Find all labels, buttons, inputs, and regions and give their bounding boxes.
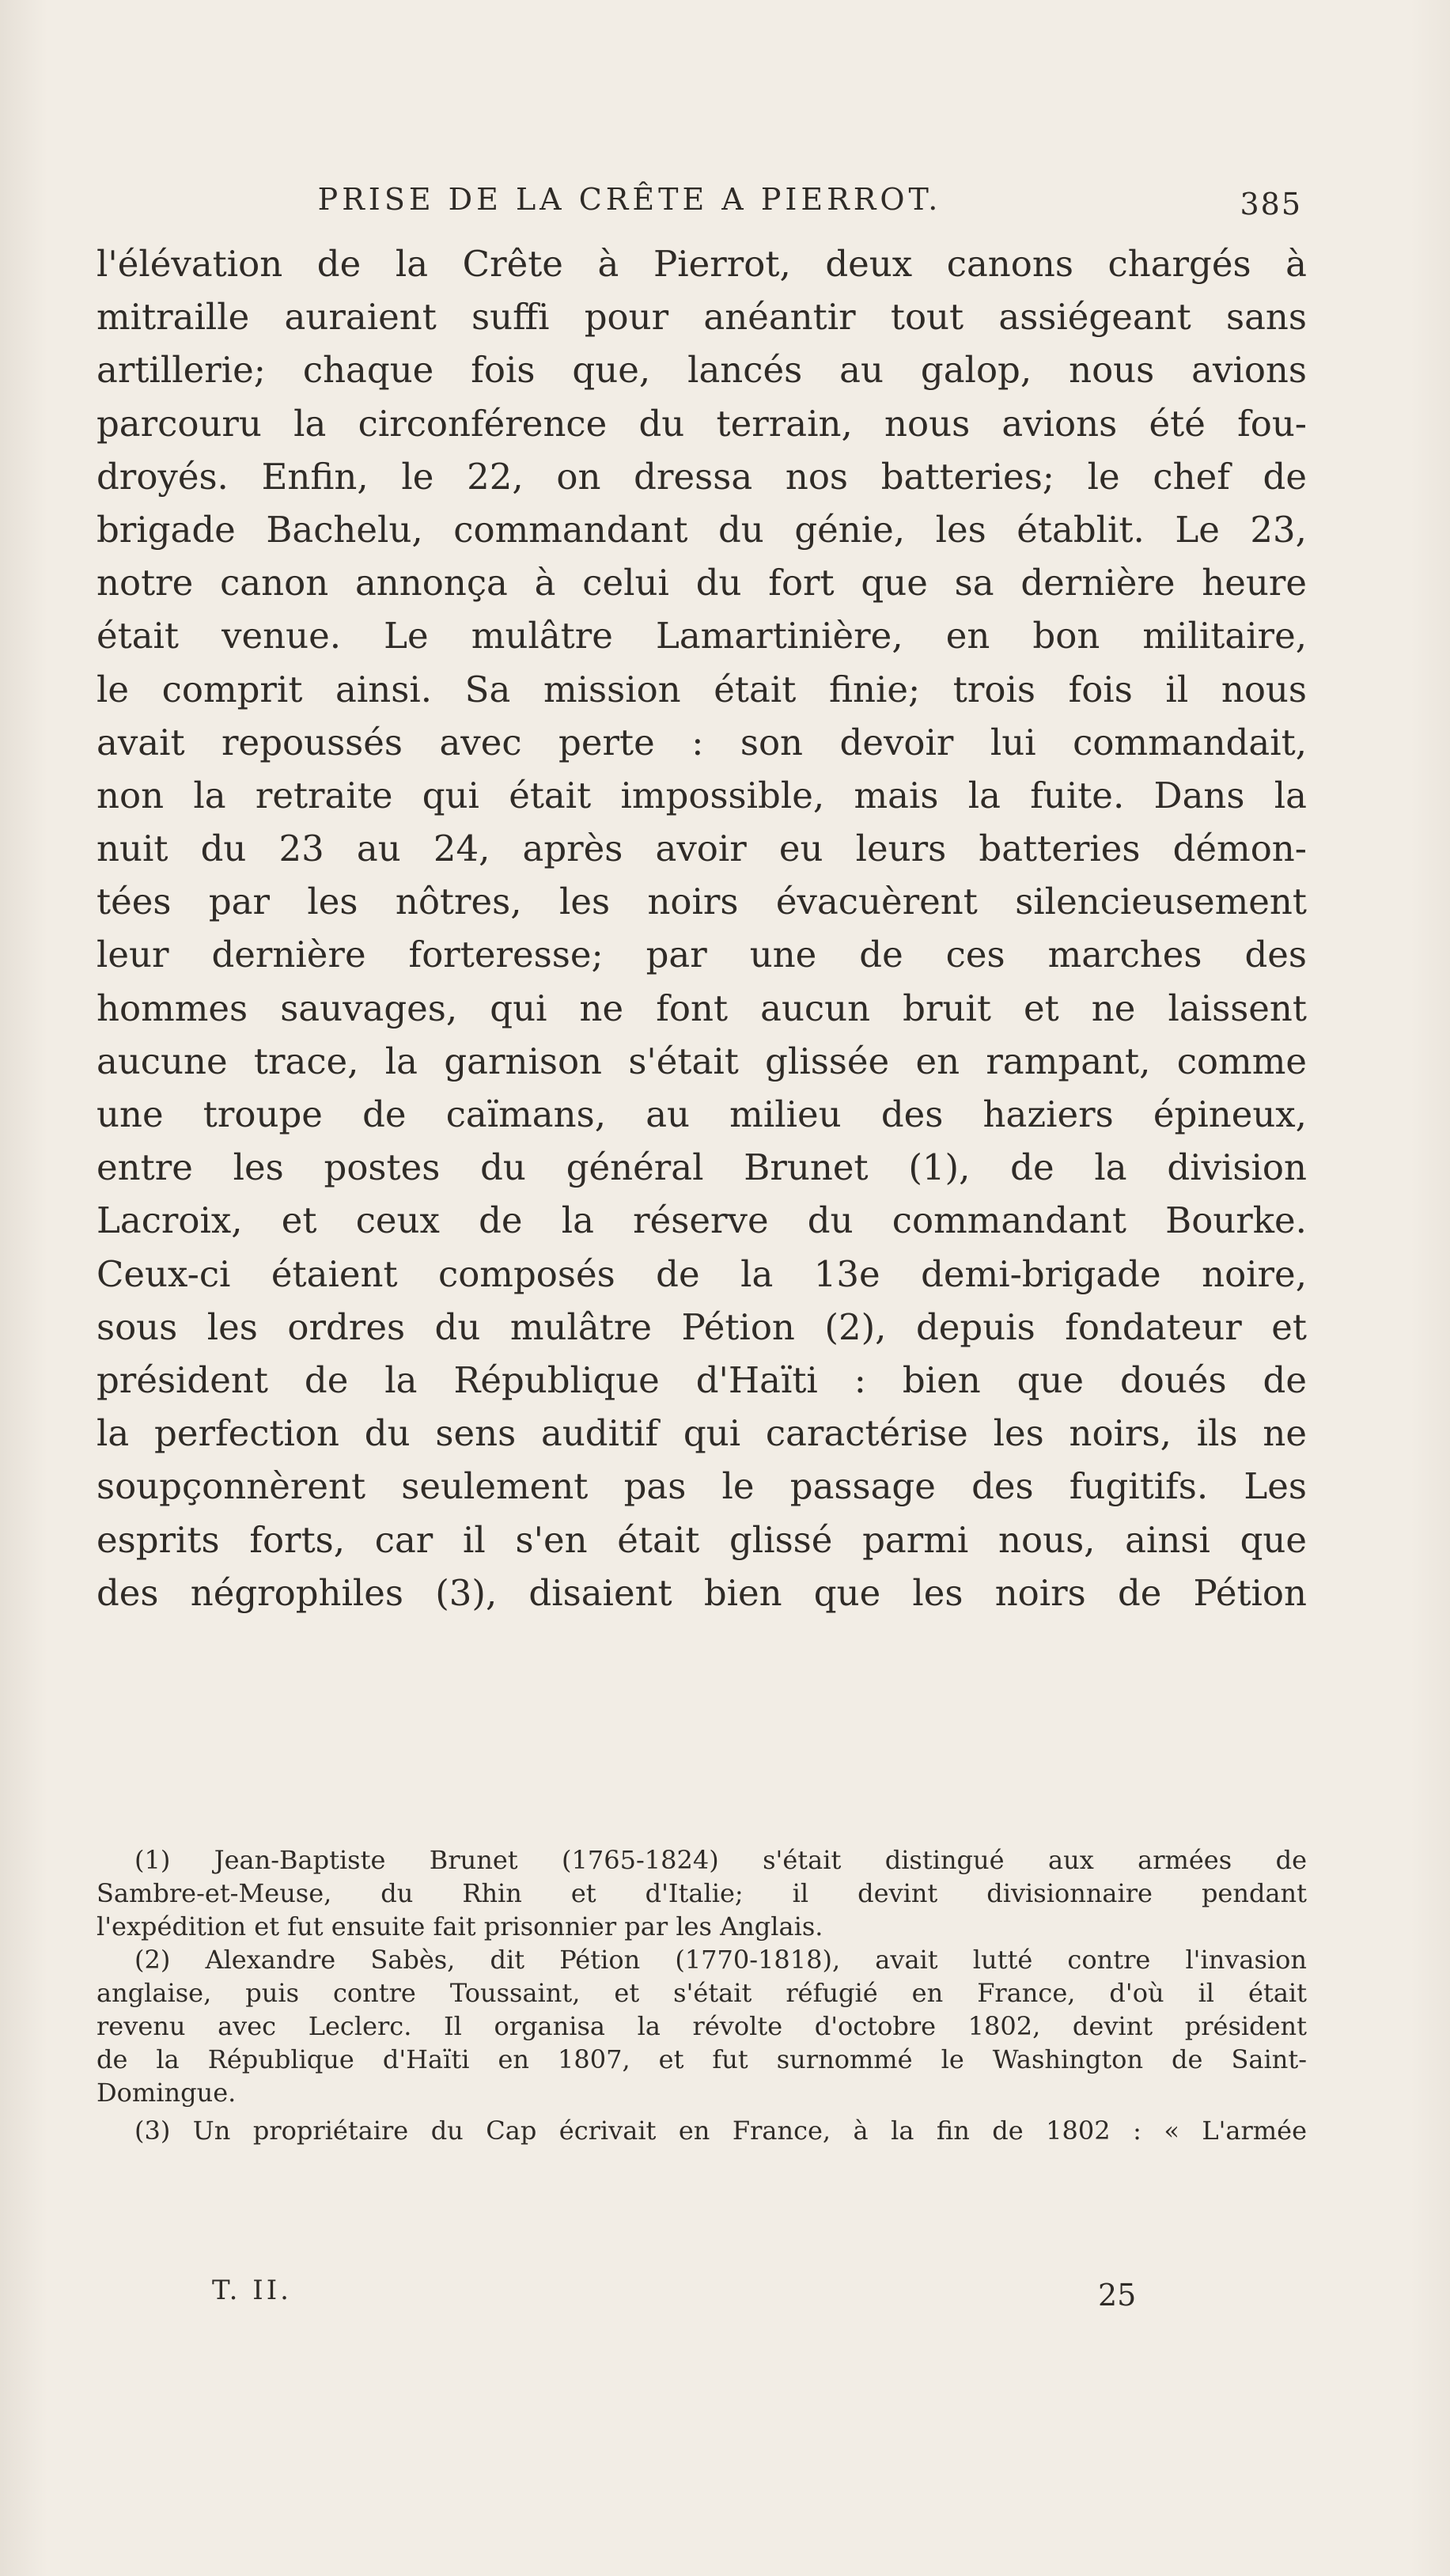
footnote-2-line: Domingue. (97, 2078, 237, 2108)
footnote-2-line: revenu avec Leclerc. Il organisa la révolte d'octobre 1802, devint président (97, 2011, 1307, 2041)
page-footer (212, 2275, 1145, 2322)
text-line: Ceux-ci étaient composés de la 13e demi-brigade noire, (97, 1252, 1307, 1295)
text-line: esprits forts, car il s'en était glissé parmi nous, ainsi que (97, 1518, 1307, 1561)
footnote-2-line: de la République d'Haïti en 1807, et fut surnommé le Washington de Saint- (97, 2044, 1307, 2074)
text-line: l'élévation de la Crête à Pierrot, deux canons chargés à (97, 243, 1307, 285)
text-line: parcouru la circonférence du terrain, nous avions été fou- (97, 402, 1307, 445)
footnote-3-line: (3) Un propriétaire du Cap écrivait en France, à la fin de 1802 : « L'armée (134, 2116, 1307, 2146)
text-line: droyés. Enfin, le 22, on dressa nos batteries; le chef de (97, 455, 1307, 498)
text-line: artillerie; chaque fois que, lancés au galop, nous avions (97, 349, 1307, 392)
text-line: mitraille auraient suffi pour anéantir tout assiégeant sans (97, 296, 1307, 339)
text-line: sous les ordres du mulâtre Pétion (2), depuis fondateur et (97, 1305, 1307, 1348)
text-line: entre les postes du général Brunet (1), de la division (97, 1146, 1307, 1189)
text-line: la perfection du sens auditif qui caractérise les noirs, ils ne (97, 1412, 1307, 1455)
text-line: tées par les nôtres, les noirs évacuèrent silencieusement (97, 881, 1307, 923)
text-line: des négrophiles (3), disaient bien que les noirs de Pétion (97, 1571, 1307, 1614)
text-line: président de la République d'Haïti : bien que doués de (97, 1358, 1307, 1401)
text-line: nuit du 23 au 24, après avoir eu leurs batteries démon- (97, 828, 1307, 870)
footnote-2-line: (2) Alexandre Sabès, dit Pétion (1770-1818), avait lutté contre l'invasion (134, 1945, 1307, 1975)
footnote-1-line: Sambre-et-Meuse, du Rhin et d'Italie; il devint divisionnaire pendant (97, 1878, 1307, 1908)
footnote-1-line: (1) Jean-Baptiste Brunet (1765-1824) s'était distingué aux armées de (134, 1845, 1307, 1875)
text-line: leur dernière forteresse; par une de ces marches des (97, 934, 1307, 976)
text-line: aucune trace, la garnison s'était glissée en rampant, comme (97, 1040, 1307, 1082)
footnote-1-line: l'expédition et fut ensuite fait prisonnier par les Anglais. (97, 1911, 823, 1941)
text-line: le comprit ainsi. Sa mission était finie; trois fois il nous (97, 668, 1307, 710)
text-line: hommes sauvages, qui ne font aucun bruit et ne laissent (97, 987, 1307, 1029)
text-line: avait repoussés avec perte : son devoir lui commandait, (97, 721, 1307, 763)
text-line: était venue. Le mulâtre Lamartinière, en bon militaire, (97, 615, 1307, 657)
text-line: brigade Bachelu, commandant du génie, les établit. Le 23, (97, 508, 1307, 551)
page-header (163, 172, 1302, 236)
footnotes (97, 1843, 1307, 2147)
text-line: Lacroix, et ceux de la réserve du commandant Bourke. (97, 1199, 1307, 1242)
signature-mark: T. II. (212, 2275, 292, 2306)
text-line: non la retraite qui était impossible, mais la fuite. Dans la (97, 774, 1307, 816)
main-text (97, 237, 1307, 1619)
running-title: PRISE DE LA CRÊTE A PIERROT. (317, 182, 942, 217)
text-line: notre canon annonça à celui du fort que sa dernière heure (97, 562, 1307, 604)
page-number: 385 (1240, 187, 1302, 222)
footnote-2-line: anglaise, puis contre Toussaint, et s'était réfugié en France, d'où il était (97, 1978, 1307, 2008)
text-line: soupçonnèrent seulement pas le passage des fugitifs. Les (97, 1465, 1307, 1508)
text-line: une troupe de caïmans, au milieu des haziers épineux, (97, 1093, 1307, 1135)
signature-number: 25 (1098, 2278, 1137, 2313)
